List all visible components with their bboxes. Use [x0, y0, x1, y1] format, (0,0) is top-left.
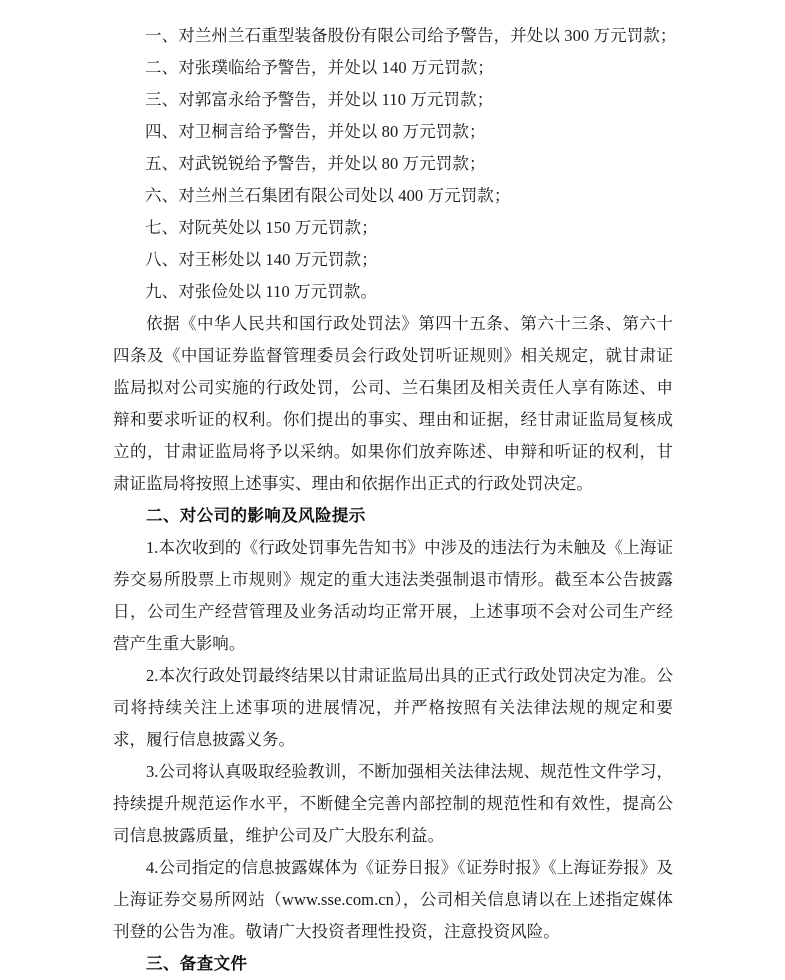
list-item: 二、对张璞临给予警告，并处以 140 万元罚款；	[145, 58, 494, 77]
section-two-paragraph-2: 2.本次行政处罚最终结果以甘肃证监局出具的正式行政处罚决定为准。公司将持续关注上述事项的进展情况，并严格按照有关法律法规的规定和要求，履行信息披露义务。	[113, 666, 673, 749]
section-heading-two: 二、对公司的影响及风险提示	[146, 507, 366, 525]
list-item: 五、对武锐锐给予警告，并处以 80 万元罚款；	[145, 154, 486, 173]
legal-basis-paragraph: 依据《中华人民共和国行政处罚法》第四十五条、第六十三条、第六十四条及《中国证券监督管理委员会行政处罚听证规则》相关规定，就甘肃证监局拟对公司实施的行政处罚，公司、兰石集团及相关责任人享有陈述、申辩和要求听证的权利。你们提出的事实、理由和证据，经甘肃证监局复核成立的，甘肃证监局将予以采纳。如果你们放弃陈述、申辩和听证的权利，甘肃证监局将按照上述事实、理由和依据作出正式的行政处罚决定。	[113, 314, 673, 493]
list-item: 一、对兰州兰石重型装备股份有限公司给予警告，并处以 300 万元罚款；	[145, 26, 677, 45]
list-item: 三、对郭富永给予警告，并处以 110 万元罚款；	[145, 90, 494, 109]
list-item: 九、对张俭处以 110 万元罚款。	[145, 282, 378, 301]
list-item: 七、对阮英处以 150 万元罚款；	[145, 218, 378, 237]
list-item: 四、对卫桐言给予警告，并处以 80 万元罚款；	[145, 122, 486, 141]
section-two-paragraph-1: 1.本次收到的《行政处罚事先告知书》中涉及的违法行为未触及《上海证券交易所股票上市规则》规定的重大违法类强制退市情形。截至本公告披露日，公司生产经营管理及业务活动均正常开展，上述事项不会对公司生产经营产生重大影响。	[113, 538, 673, 653]
section-heading-three: 三、备查文件	[146, 955, 248, 973]
document-content	[113, 20, 677, 980]
section-two-paragraph-3: 3.公司将认真吸取经验教训，不断加强相关法律法规、规范性文件学习，持续提升规范运作水平，不断健全完善内部控制的规范性和有效性，提高公司信息披露质量，维护公司及广大股东利益。	[113, 762, 673, 845]
list-item: 六、对兰州兰石集团有限公司处以 400 万元罚款；	[145, 186, 511, 205]
list-item: 八、对王彬处以 140 万元罚款；	[145, 250, 378, 269]
section-two-paragraph-4: 4.公司指定的信息披露媒体为《证券日报》《证券时报》《上海证券报》及上海证券交易所网站（www.sse.com.cn），公司相关信息请以在上述指定媒体刊登的公告为准。敬请广大投资者理性投资，注意投资风险。	[113, 858, 673, 941]
penalty-list	[113, 20, 677, 308]
